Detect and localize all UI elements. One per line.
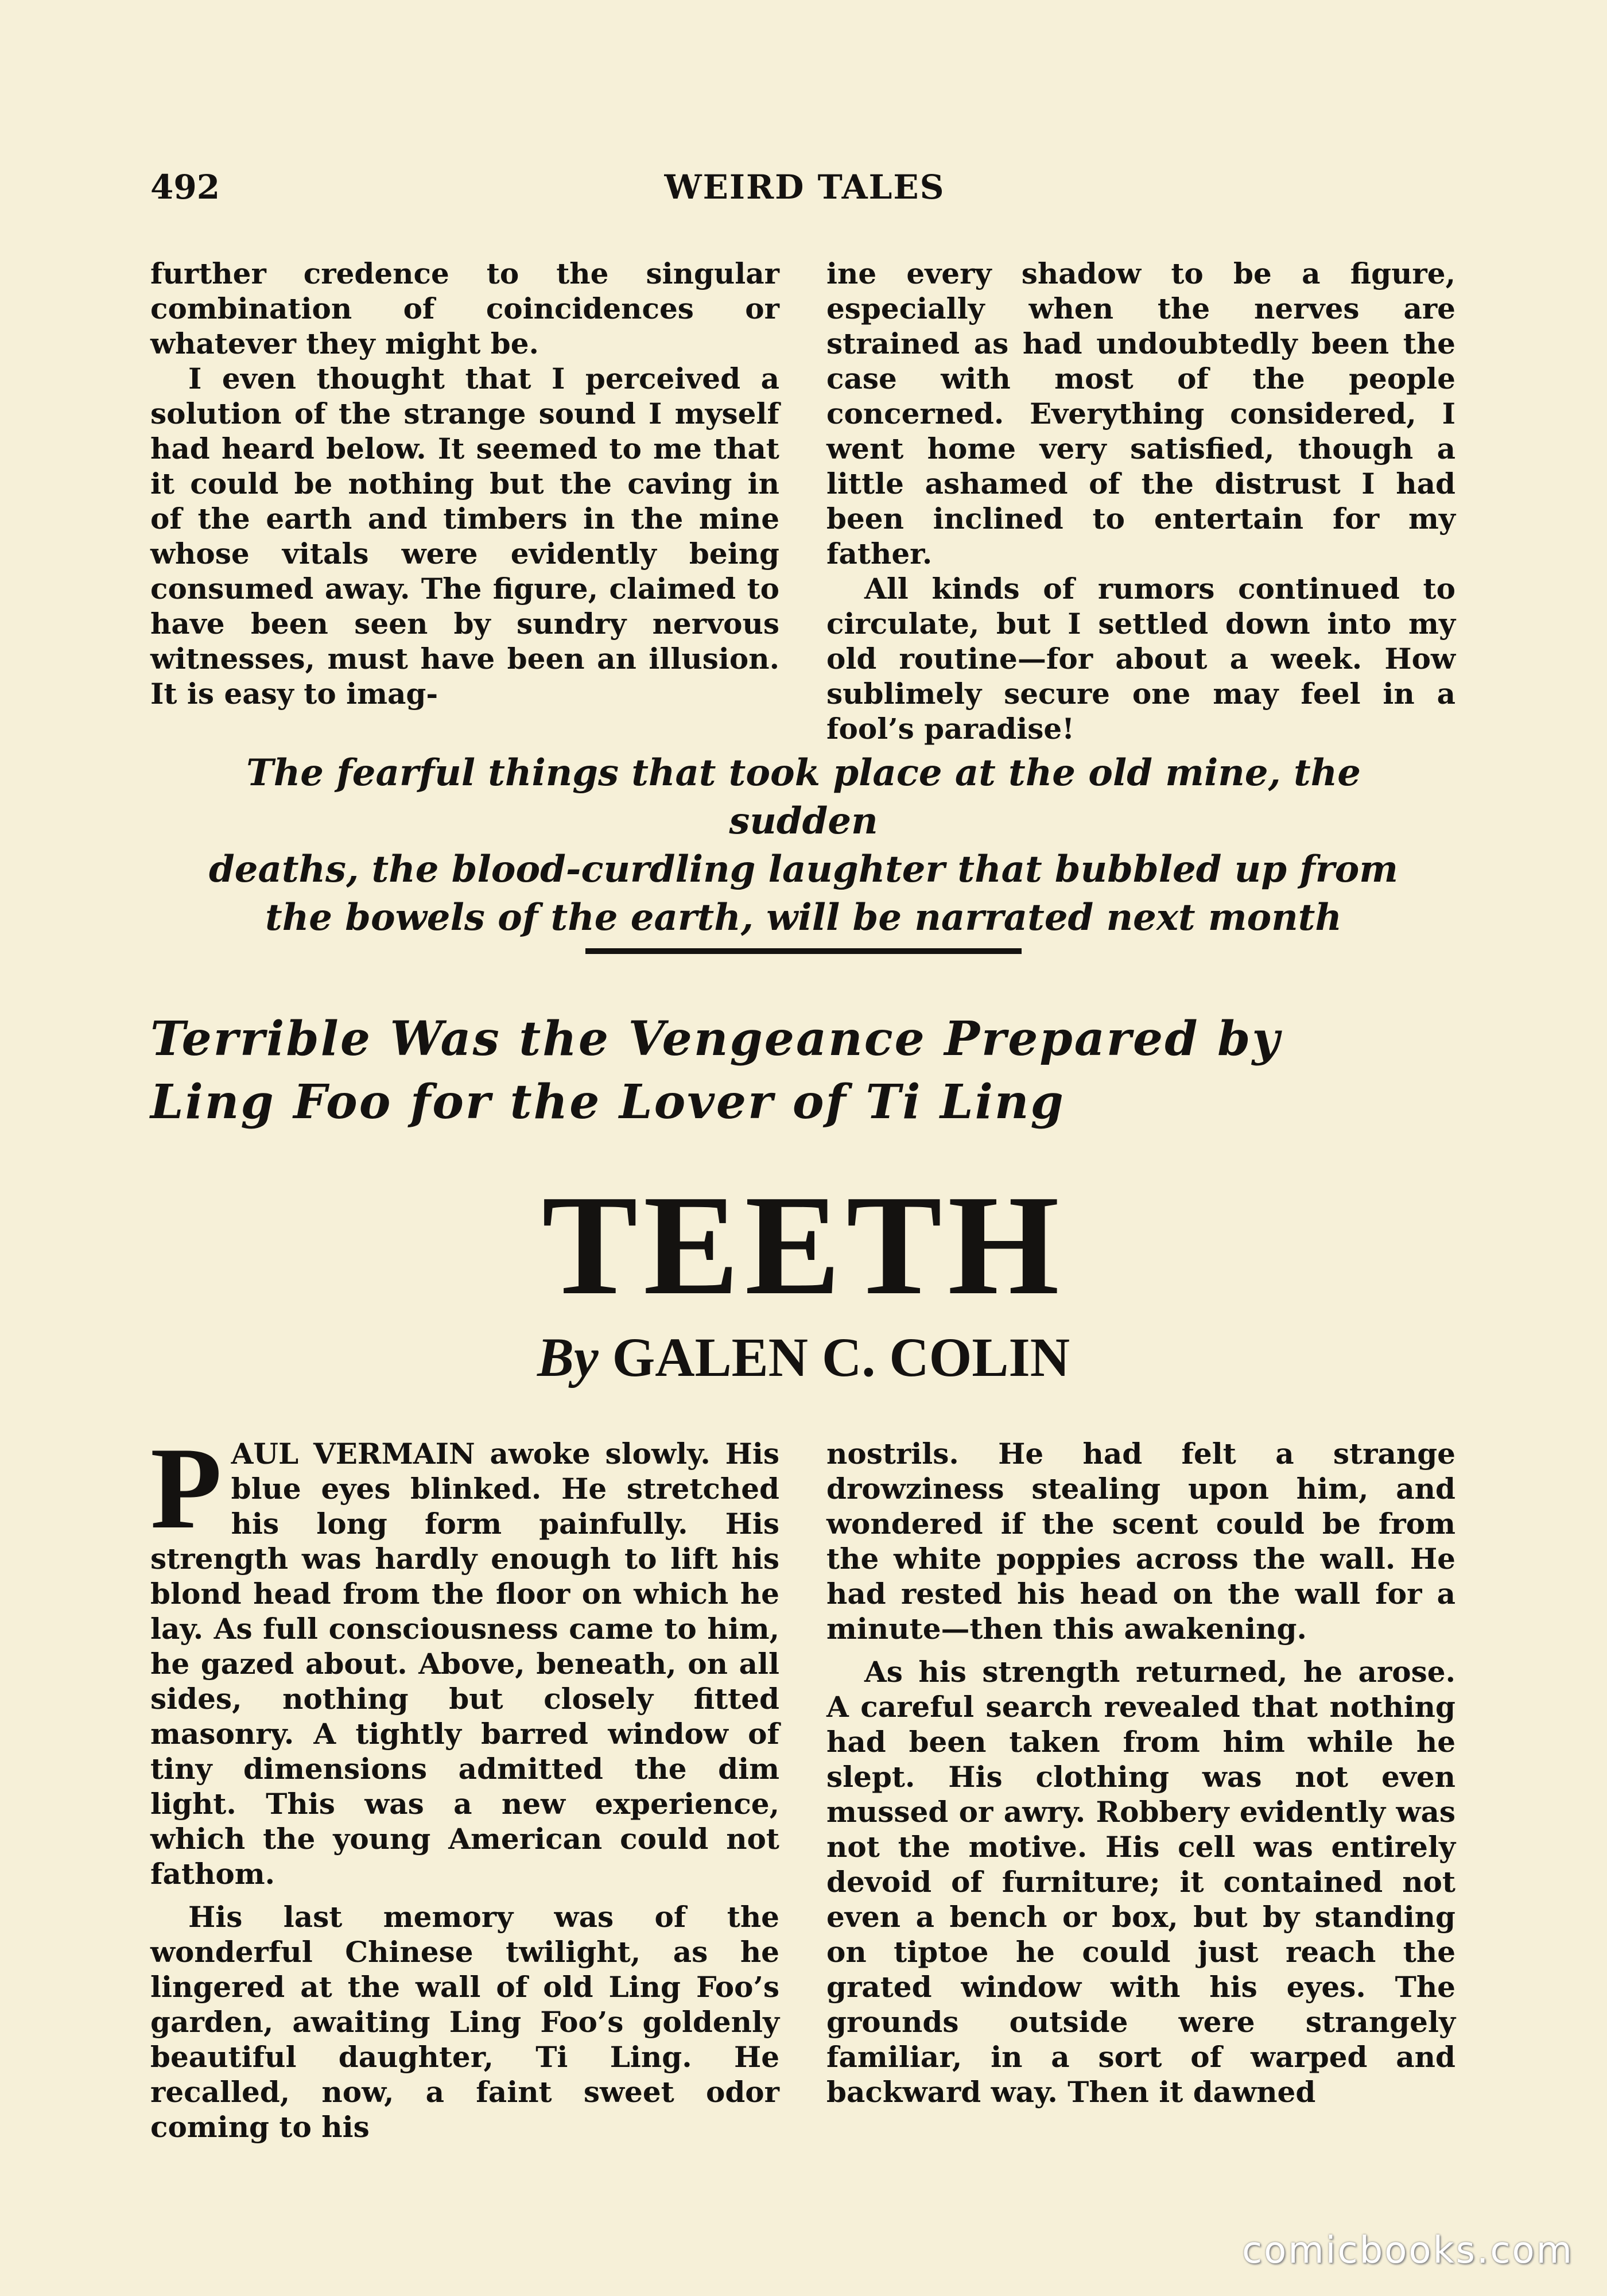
paragraph: ine every shadow to be a figure, especially when the nerves are strained as had undoubtedly been the case with most of the people concerned. Everything considered, I went home very satisfied, though a little ashamed of the distrust I had been inclined to entertain for my father.: [826, 257, 1455, 571]
paragraph: His last memory was of the wonderful Chinese twilight, as he lingered at the wall of old Ling Foo’s garden, awaiting Ling Foo’s goldenly beautiful daughter, Ti Ling. He recalled, now, a faint sweet odor coming to his: [150, 1900, 779, 2144]
byline-prefix: By: [537, 1327, 599, 1388]
notice-line: deaths, the blood-curdling laughter that bubbled up from: [209, 848, 1398, 891]
running-title: WEIRD TALES: [664, 168, 945, 207]
section-divider: [585, 948, 1022, 954]
subtitle-line: Ling Foo for the Lover of Ti Ling: [150, 1075, 1065, 1130]
previous-story-right-column: [826, 256, 1455, 746]
site-watermark: comicbooks.com: [1241, 2229, 1574, 2272]
paragraph: All kinds of rumors continued to circulate, but I settled down into my old routine—for about a week. How sublimely secure one may feel in a fool’s paradise!: [826, 572, 1455, 746]
byline: [0, 1326, 1607, 1389]
story-right-column: [826, 1436, 1455, 2109]
notice-line: The fearful things that took place at the old mine, the sudden: [246, 751, 1361, 843]
story-title: TEETH: [542, 1166, 1065, 1325]
subtitle-line: Terrible Was the Vengeance Prepared by: [150, 1011, 1282, 1066]
author-name: GALEN C. COLIN: [612, 1327, 1070, 1388]
paragraph-text: AUL VERMAIN awoke slowly. His blue eyes blinked. He stretched his long form painfully. His strength was hardly enough to lift his blond head from the floor on which he lay. As full consciousness came to him, he gazed about. Above, beneath, on all sides, nothing but closely fitted masonry. A tightly barred window of tiny dimensions admitted the dim light. This was a new experience, which the young American could not fathom.: [150, 1437, 779, 1891]
story-left-column: [150, 1424, 779, 2144]
page-header: [150, 168, 1459, 214]
previous-story-left-column: [150, 256, 779, 711]
drop-cap: P: [150, 1424, 222, 1553]
paragraph: I even thought that I perceived a solution of the strange sound I myself had heard below. It seemed to me that it could be nothing but the caving in of the earth and timbers in the mine whose vitals were evidently being consumed away. The figure, claimed to have been seen by sundry nervous witnesses, must have been an illusion. It is easy to imag-: [150, 362, 779, 711]
next-month-notice: [172, 749, 1435, 942]
paragraph: As his strength returned, he arose. A careful search revealed that nothing had been taken from him while he slept. His clothing was not even mussed or awry. Robbery evidently was not the motive. His cell was entirely devoid of furniture; it contained not even a bench or box, but by standing on tiptoe he could just reach the grated window with his eyes. The grounds outside were strangely familiar, in a sort of warped and backward way. Then it dawned: [826, 1655, 1455, 2109]
story-subtitle: [150, 1007, 1413, 1134]
paragraph: further credence to the singular combination of coincidences or whatever they might be.: [150, 257, 779, 360]
notice-line: the bowels of the earth, will be narrated next month: [265, 896, 1342, 939]
page-number: 492: [150, 168, 220, 207]
paragraph: nostrils. He had felt a strange drowziness stealing upon him, and wondered if the scent could be from the white poppies across the wall. He had rested his head on the wall for a minute—then this awakening.: [826, 1437, 1455, 1646]
opening-paragraph: [150, 1424, 779, 1891]
